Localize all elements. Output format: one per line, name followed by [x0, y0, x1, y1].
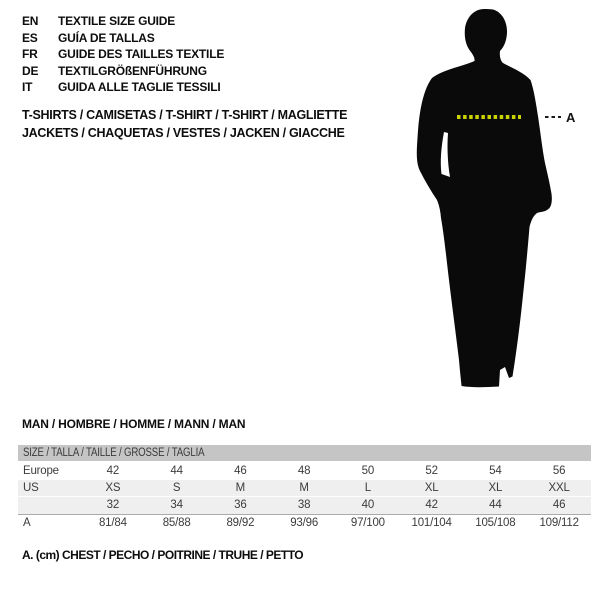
table-cell: 89/92 — [226, 517, 255, 529]
table-cell: 50 — [361, 465, 375, 478]
measure-label-a: A — [566, 110, 576, 125]
table-row-europe — [18, 463, 591, 480]
table-cell: 101/104 — [411, 517, 452, 529]
language-code: EN — [22, 14, 39, 29]
section-title-man: MAN / HOMBRE / HOMME / MANN / MAN — [22, 417, 246, 431]
table-cell: 38 — [297, 499, 311, 512]
language-label: GUIDE DES TAILLES TEXTILE — [58, 47, 225, 62]
table-cell: 85/88 — [162, 517, 191, 529]
category-jackets: JACKETS / CHAQUETAS / VESTES / JACKEN / GIACCHE — [22, 126, 345, 140]
table-cell: 52 — [425, 465, 438, 478]
table-row-us — [18, 480, 591, 498]
language-code: IT — [22, 80, 33, 95]
table-cell: M — [299, 481, 309, 494]
row-label: A — [23, 517, 31, 529]
measurement-footnote: A. (cm) CHEST / PECHO / POITRINE / TRUHE / PETTO — [22, 548, 304, 562]
size-table-header-label: SIZE / TALLA / TAILLE / GRÖSSE / TAGLIA — [23, 447, 205, 459]
table-cell: 93/96 — [290, 517, 319, 529]
table-cell: 46 — [234, 465, 247, 478]
table-cell: S — [172, 481, 181, 494]
table-cell: 48 — [297, 465, 311, 478]
table-cell: 34 — [170, 499, 183, 512]
table-cell: 40 — [361, 499, 375, 512]
table-row-chest-a — [18, 514, 591, 532]
table-cell: 42 — [106, 465, 120, 478]
language-label: TEXTILE SIZE GUIDE — [58, 14, 176, 29]
man-silhouette — [417, 9, 552, 387]
table-cell: 56 — [552, 465, 566, 478]
table-cell: 42 — [425, 499, 438, 512]
table-cell: 32 — [106, 499, 120, 512]
table-cell: M — [235, 481, 246, 494]
language-label: GUIDA ALLE TAGLIE TESSILI — [58, 80, 221, 95]
table-row-alt-sizes — [18, 497, 591, 514]
language-label: TEXTILGRÖßENFÜHRUNG — [58, 63, 207, 78]
size-table-header — [18, 445, 591, 461]
table-cell: XL — [488, 481, 503, 494]
table-cell: 46 — [552, 499, 566, 512]
table-cell: 44 — [489, 499, 502, 512]
table-cell: L — [364, 481, 371, 494]
table-cell: 36 — [234, 499, 247, 512]
table-cell: XS — [105, 481, 121, 494]
table-cell: 54 — [489, 465, 502, 478]
table-cell: 97/100 — [350, 517, 385, 529]
table-cell: 81/84 — [98, 517, 127, 529]
language-label: GUÍA DE TALLAS — [58, 30, 155, 45]
size-table — [18, 445, 591, 532]
language-code: FR — [22, 47, 38, 62]
table-cell: 44 — [170, 465, 183, 478]
language-code: ES — [22, 30, 38, 45]
row-label: Europe — [23, 465, 59, 478]
table-cell: 109/112 — [539, 517, 579, 529]
table-cell: XL — [424, 481, 439, 494]
table-cell: XXL — [548, 481, 570, 494]
table-cell: 105/108 — [475, 517, 516, 529]
row-label: US — [23, 481, 39, 494]
language-code: DE — [22, 63, 39, 78]
category-tshirts: T-SHIRTS / CAMISETAS / T-SHIRT / T-SHIRT / MAGLIETTE — [22, 108, 348, 122]
